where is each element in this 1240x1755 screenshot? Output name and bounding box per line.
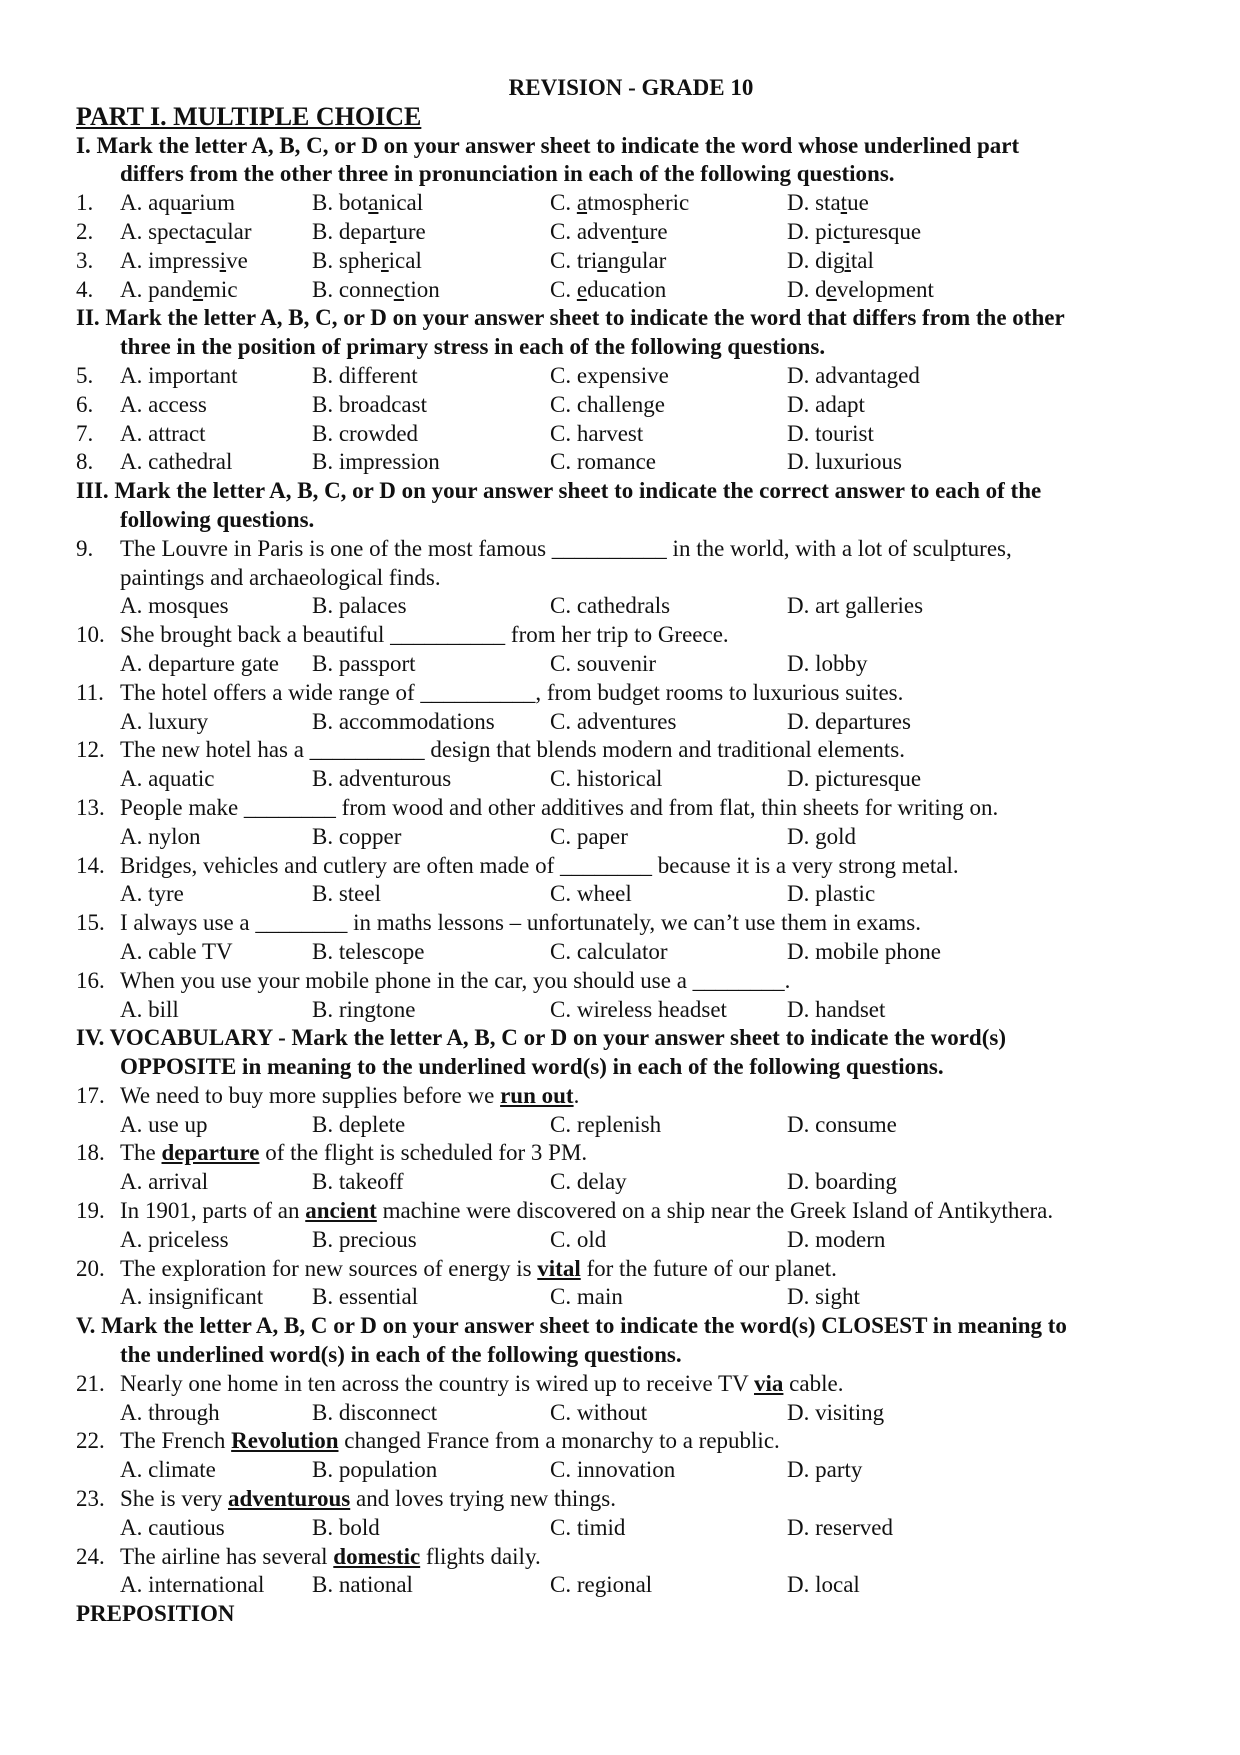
underlined-part: a xyxy=(576,190,588,216)
question-number: 23. xyxy=(76,1486,105,1512)
stem-text: The exploration for new sources of energy is xyxy=(120,1255,538,1281)
question-stem xyxy=(76,1082,1186,1111)
option-c[interactable]: C. cathedrals xyxy=(550,593,671,619)
instruction-text: OPPOSITE in meaning to the underlined word(s) in each of the following questions. xyxy=(120,1054,944,1080)
stem-text: In 1901, parts of an xyxy=(120,1198,306,1224)
option-text: ngular xyxy=(607,247,667,273)
option-text: C. xyxy=(550,276,577,302)
worksheet xyxy=(76,74,1186,1629)
question-number: 17. xyxy=(76,1082,105,1108)
option-c[interactable]: C. wireless headset xyxy=(550,996,727,1022)
question-text xyxy=(120,1370,843,1399)
option-text: D. pic xyxy=(787,218,844,244)
option-text: ical xyxy=(388,247,422,273)
option-c[interactable] xyxy=(550,276,666,305)
option-text: ure xyxy=(396,218,426,244)
question-stem xyxy=(76,1197,1186,1226)
option-a[interactable]: A. cathedral xyxy=(120,449,233,475)
option-b[interactable]: B. population xyxy=(312,1457,438,1483)
options-row xyxy=(76,1283,1186,1312)
options-row xyxy=(76,1226,1186,1255)
option-b[interactable]: B. disconnect xyxy=(312,1399,438,1425)
option-text: B. conne xyxy=(312,276,394,302)
question-text: The hotel offers a wide range of __________, from budget rooms to luxurious suites. xyxy=(120,679,904,705)
options-row xyxy=(76,1514,1186,1543)
option-a[interactable] xyxy=(120,276,238,305)
option-a[interactable]: A. through xyxy=(120,1399,220,1425)
question-stem xyxy=(76,1255,1186,1284)
option-b[interactable] xyxy=(312,247,422,276)
options-row xyxy=(76,765,1186,794)
options-row xyxy=(76,1571,1186,1600)
option-a[interactable]: A. attract xyxy=(120,420,206,446)
underlined-part: i xyxy=(219,247,227,273)
instruction-text: three in the position of primary stress in each of the following questions. xyxy=(120,334,826,360)
underlined-word: ancient xyxy=(305,1198,377,1224)
instruction-text: differs from the other three in pronunciation in each of the following questions. xyxy=(120,161,895,187)
option-d[interactable]: D. luxurious xyxy=(787,449,902,475)
stem-text: The xyxy=(120,1140,162,1166)
option-a[interactable]: A. important xyxy=(120,362,238,388)
option-c[interactable]: C. adventures xyxy=(550,708,677,734)
options-row xyxy=(76,1456,1186,1485)
option-text: B. bot xyxy=(312,190,369,216)
option-text: A. impress xyxy=(120,247,220,273)
question-stem xyxy=(76,1427,1186,1456)
option-text: D. dig xyxy=(787,247,845,273)
option-d[interactable] xyxy=(787,218,921,247)
question-number: 24. xyxy=(76,1543,105,1569)
question-row xyxy=(76,448,1186,477)
question-text: Bridges, vehicles and cutlery are often made of ________ because it is a very strong metal. xyxy=(120,852,959,878)
options-row xyxy=(76,1168,1186,1197)
underlined-part: a xyxy=(181,190,192,216)
question-number: 3. xyxy=(76,247,94,273)
option-b[interactable]: B. precious xyxy=(312,1226,417,1252)
option-a[interactable]: A. climate xyxy=(120,1457,216,1483)
option-c[interactable]: C. historical xyxy=(550,766,663,792)
option-a[interactable] xyxy=(120,218,252,247)
question-stem-continued xyxy=(76,564,1186,593)
question-row xyxy=(76,276,1186,305)
stem-text: machine were discovered on a ship near the Greek Island of Antikythera. xyxy=(376,1198,1054,1224)
question-stem xyxy=(76,1485,1186,1514)
option-text: velopment xyxy=(836,276,934,302)
option-c[interactable]: C. without xyxy=(550,1399,648,1425)
option-b[interactable]: B. copper xyxy=(312,823,402,849)
question-row xyxy=(76,362,1186,391)
option-d[interactable] xyxy=(787,189,869,218)
preposition-heading: PREPOSITION xyxy=(76,1601,235,1627)
stem-text: She is very xyxy=(120,1486,228,1512)
option-d[interactable] xyxy=(787,276,934,305)
question-text: The new hotel has a __________ design that blends modern and traditional elements. xyxy=(120,737,906,763)
option-text: D. d xyxy=(787,276,827,302)
option-b[interactable]: B. telescope xyxy=(312,938,425,964)
option-text: ve xyxy=(226,247,248,273)
question-number: 1. xyxy=(76,190,94,216)
option-text: A. aqu xyxy=(120,190,182,216)
question-number: 4. xyxy=(76,276,94,302)
option-c[interactable]: C. timid xyxy=(550,1514,626,1540)
underlined-part: t xyxy=(631,218,639,244)
option-d[interactable]: D. departures xyxy=(787,708,911,734)
question-stem xyxy=(76,909,1186,938)
option-d[interactable]: D. lobby xyxy=(787,650,868,676)
option-a[interactable] xyxy=(120,189,235,218)
question-stem xyxy=(76,852,1186,881)
option-d[interactable]: D. plastic xyxy=(787,881,876,907)
option-c[interactable]: C. challenge xyxy=(550,391,665,417)
options-row xyxy=(76,650,1186,679)
option-c[interactable]: C. wheel xyxy=(550,881,632,907)
option-a[interactable]: A. arrival xyxy=(120,1169,209,1195)
option-text: ue xyxy=(847,190,869,216)
question-stem xyxy=(76,967,1186,996)
option-text: ure xyxy=(638,218,668,244)
underlined-word: domestic xyxy=(333,1543,421,1569)
option-d[interactable] xyxy=(787,247,874,276)
option-c[interactable]: C. expensive xyxy=(550,362,669,388)
question-number: 2. xyxy=(76,218,94,244)
option-a[interactable]: A. cable TV xyxy=(120,938,233,964)
option-c[interactable]: C. regional xyxy=(550,1572,653,1598)
option-a[interactable]: A. access xyxy=(120,391,207,417)
options-row xyxy=(76,880,1186,909)
question-row xyxy=(76,420,1186,449)
section-instruction xyxy=(76,1341,1186,1370)
question-text: When you use your mobile phone in the car, you should use a ________. xyxy=(120,967,791,993)
option-text: tion xyxy=(403,276,440,302)
question-text: People make ________ from wood and other additives and from flat, thin sheets for writing on. xyxy=(120,794,999,820)
options-row xyxy=(76,1111,1186,1140)
instruction-text: the underlined word(s) in each of the following questions. xyxy=(120,1342,682,1368)
question-stem xyxy=(76,1543,1186,1572)
section-instruction: IV. VOCABULARY - Mark the letter A, B, C or D on your answer sheet to indicate the word(s) xyxy=(76,1025,1006,1051)
section-instruction: III. Mark the letter A, B, C, or D on your answer sheet to indicate the correct answer to each of the xyxy=(76,478,1042,504)
option-b[interactable]: B. palaces xyxy=(312,593,407,619)
option-b[interactable]: B. crowded xyxy=(312,420,419,446)
option-a[interactable]: A. nylon xyxy=(120,823,201,849)
option-text: tmospheric xyxy=(587,190,690,216)
option-d[interactable]: D. local xyxy=(787,1572,860,1598)
question-row xyxy=(76,218,1186,247)
stem-text: changed France from a monarchy to a republic. xyxy=(338,1428,780,1454)
stem-text: of the flight is scheduled for 3 PM. xyxy=(259,1140,588,1166)
question-number: 12. xyxy=(76,737,105,763)
underlined-part: c xyxy=(205,218,216,244)
option-text: A. specta xyxy=(120,218,206,244)
option-b[interactable]: B. adventurous xyxy=(312,766,452,792)
option-d[interactable]: D. visiting xyxy=(787,1399,885,1425)
option-b[interactable]: B. different xyxy=(312,362,418,388)
option-text: rium xyxy=(191,190,235,216)
underlined-word: run out xyxy=(500,1082,574,1108)
question-stem xyxy=(76,736,1186,765)
option-a[interactable]: A. bill xyxy=(120,996,179,1022)
option-c[interactable]: C. innovation xyxy=(550,1457,676,1483)
instruction-text: following questions. xyxy=(120,506,315,532)
options-row xyxy=(76,708,1186,737)
section-instruction: II. Mark the letter A, B, C, or D on your answer sheet to indicate the word that differs from the other xyxy=(76,305,1065,331)
question-text xyxy=(120,1197,1053,1226)
option-a[interactable] xyxy=(120,247,248,276)
option-d[interactable]: D. party xyxy=(787,1457,863,1483)
question-number: 22. xyxy=(76,1428,105,1454)
option-d[interactable]: D. reserved xyxy=(787,1514,894,1540)
question-row xyxy=(76,391,1186,420)
option-a[interactable]: A. luxury xyxy=(120,708,209,734)
underlined-word: vital xyxy=(537,1255,581,1281)
question-number: 9. xyxy=(76,535,94,561)
question-stem xyxy=(76,794,1186,823)
part-heading: PART I. MULTIPLE CHOICE xyxy=(76,101,422,131)
option-b[interactable]: B. accommodations xyxy=(312,708,495,734)
question-number: 21. xyxy=(76,1370,105,1396)
stem-text: . xyxy=(573,1082,580,1108)
options-row xyxy=(76,938,1186,967)
option-a[interactable]: A. international xyxy=(120,1572,265,1598)
option-d[interactable]: D. tourist xyxy=(787,420,874,446)
question-number: 15. xyxy=(76,910,105,936)
question-number: 16. xyxy=(76,967,105,993)
option-c[interactable] xyxy=(550,247,666,276)
underlined-part: r xyxy=(381,247,389,273)
options-row xyxy=(76,823,1186,852)
question-text xyxy=(120,1427,780,1456)
option-text: ducation xyxy=(587,276,667,302)
options-row xyxy=(76,592,1186,621)
question-number: 7. xyxy=(76,420,94,446)
section-instruction xyxy=(76,160,1186,189)
option-text: B. depar xyxy=(312,218,390,244)
option-d[interactable]: D. gold xyxy=(787,823,856,849)
stem-text: for the future of our planet. xyxy=(580,1255,837,1281)
section-instruction xyxy=(76,333,1186,362)
underlined-part: t xyxy=(389,218,397,244)
option-b[interactable]: B. impression xyxy=(312,449,440,475)
option-d[interactable]: D. sight xyxy=(787,1284,860,1310)
question-stem xyxy=(76,621,1186,650)
option-c[interactable]: C. harvest xyxy=(550,420,644,446)
option-d[interactable]: D. picturesque xyxy=(787,766,922,792)
options-row xyxy=(76,996,1186,1025)
option-d[interactable]: D. handset xyxy=(787,996,886,1022)
option-b[interactable] xyxy=(312,276,440,305)
option-d[interactable]: D. boarding xyxy=(787,1169,897,1195)
section-instruction xyxy=(76,506,1186,535)
underlined-part: a xyxy=(368,190,379,216)
option-a[interactable]: A. priceless xyxy=(120,1226,229,1252)
question-text xyxy=(120,1255,837,1284)
question-text: The Louvre in Paris is one of the most famous __________ in the world, with a lot of sculptures, xyxy=(120,535,1012,561)
section-instruction: I. Mark the letter A, B, C, or D on your answer sheet to indicate the word whose underlined part xyxy=(76,132,1020,158)
question-stem xyxy=(76,679,1186,708)
option-a[interactable]: A. aquatic xyxy=(120,766,215,792)
option-text: D. sta xyxy=(787,190,841,216)
option-b[interactable]: B. steel xyxy=(312,881,381,907)
option-c[interactable]: C. old xyxy=(550,1226,607,1252)
question-text xyxy=(120,1139,587,1168)
option-b[interactable]: B. ringtone xyxy=(312,996,416,1022)
question-number: 20. xyxy=(76,1255,105,1281)
option-a[interactable]: A. insignificant xyxy=(120,1284,264,1310)
underlined-part: a xyxy=(597,247,608,273)
question-number: 11. xyxy=(76,679,104,705)
option-a[interactable]: A. departure gate xyxy=(120,650,280,676)
question-text xyxy=(120,1485,616,1514)
question-number: 19. xyxy=(76,1198,105,1224)
option-c[interactable]: C. calculator xyxy=(550,938,668,964)
option-text: mic xyxy=(203,276,238,302)
question-number: 8. xyxy=(76,449,94,475)
question-number: 10. xyxy=(76,622,105,648)
option-c[interactable] xyxy=(550,218,668,247)
question-stem xyxy=(76,1139,1186,1168)
question-number: 13. xyxy=(76,794,105,820)
option-text: C. tri xyxy=(550,247,598,273)
option-b[interactable]: B. bold xyxy=(312,1514,380,1540)
question-text: I always use a ________ in maths lessons – unfortunately, we can’t use them in exams. xyxy=(120,910,922,936)
question-number: 14. xyxy=(76,852,105,878)
option-text: nical xyxy=(378,190,424,216)
underlined-part: c xyxy=(393,276,404,302)
underlined-part: t xyxy=(840,190,848,216)
question-stem xyxy=(76,1370,1186,1399)
section-instruction xyxy=(76,1053,1186,1082)
option-a[interactable]: A. mosques xyxy=(120,593,229,619)
option-c[interactable] xyxy=(550,189,689,218)
option-b[interactable]: B. takeoff xyxy=(312,1169,404,1195)
stem-text: and loves trying new things. xyxy=(350,1486,616,1512)
underlined-part: t xyxy=(843,218,850,244)
option-c[interactable]: C. main xyxy=(550,1284,623,1310)
underlined-word: Revolution xyxy=(231,1428,339,1454)
option-c[interactable]: C. delay xyxy=(550,1169,627,1195)
option-d[interactable]: D. modern xyxy=(787,1226,886,1252)
option-c[interactable]: C. replenish xyxy=(550,1111,662,1137)
option-text: ular xyxy=(215,218,252,244)
stem-text: The airline has several xyxy=(120,1543,334,1569)
options-row xyxy=(76,1399,1186,1428)
option-a[interactable]: A. tyre xyxy=(120,881,184,907)
question-text: paintings and archaeological finds. xyxy=(120,564,441,590)
underlined-word: adventurous xyxy=(227,1486,351,1512)
option-a[interactable]: A. cautious xyxy=(120,1514,225,1540)
question-row xyxy=(76,189,1186,218)
question-row xyxy=(76,247,1186,276)
question-text: She brought back a beautiful __________ from her trip to Greece. xyxy=(120,622,729,648)
underlined-part: e xyxy=(826,276,837,302)
option-text: tal xyxy=(850,247,874,273)
option-text: C. xyxy=(550,190,577,216)
stem-text: Nearly one home in ten across the country is wired up to receive TV xyxy=(120,1370,755,1396)
underlined-part: e xyxy=(576,276,588,302)
option-d[interactable]: D. adapt xyxy=(787,391,865,417)
underlined-part: i xyxy=(844,247,851,273)
question-number: 5. xyxy=(76,362,94,388)
option-b[interactable]: B. deplete xyxy=(312,1111,406,1137)
question-stem xyxy=(76,535,1186,564)
underlined-word: departure xyxy=(161,1140,260,1166)
option-text: uresque xyxy=(849,218,922,244)
option-b[interactable]: B. broadcast xyxy=(312,391,427,417)
option-c[interactable]: C. romance xyxy=(550,449,657,475)
option-b[interactable]: B. essential xyxy=(312,1284,419,1310)
page-title: REVISION - GRADE 10 xyxy=(508,75,754,100)
option-b[interactable]: B. national xyxy=(312,1572,413,1598)
option-c[interactable]: C. souvenir xyxy=(550,650,657,676)
stem-text: The French xyxy=(120,1428,232,1454)
option-b[interactable] xyxy=(312,218,426,247)
option-d[interactable]: D. art galleries xyxy=(787,593,924,619)
section-instruction: V. Mark the letter A, B, C or D on your answer sheet to indicate the word(s) CLOSEST in meaning to xyxy=(76,1313,1067,1339)
question-text xyxy=(120,1543,541,1572)
option-b[interactable]: B. passport xyxy=(312,650,416,676)
stem-text: We need to buy more supplies before we xyxy=(120,1082,501,1108)
option-d[interactable]: D. advantaged xyxy=(787,362,920,388)
stem-text: cable. xyxy=(783,1370,844,1396)
question-number: 18. xyxy=(76,1140,105,1166)
option-c[interactable]: C. paper xyxy=(550,823,628,849)
option-text: A. pand xyxy=(120,276,193,302)
question-text xyxy=(120,1082,579,1111)
option-d[interactable]: D. mobile phone xyxy=(787,938,941,964)
option-a[interactable]: A. use up xyxy=(120,1111,208,1137)
option-b[interactable] xyxy=(312,189,423,218)
question-number: 6. xyxy=(76,391,94,417)
underlined-part: e xyxy=(192,276,204,302)
option-text: B. sphe xyxy=(312,247,381,273)
underlined-word: via xyxy=(754,1370,784,1396)
stem-text: flights daily. xyxy=(420,1543,541,1569)
option-text: C. adven xyxy=(550,218,632,244)
option-d[interactable]: D. consume xyxy=(787,1111,897,1137)
